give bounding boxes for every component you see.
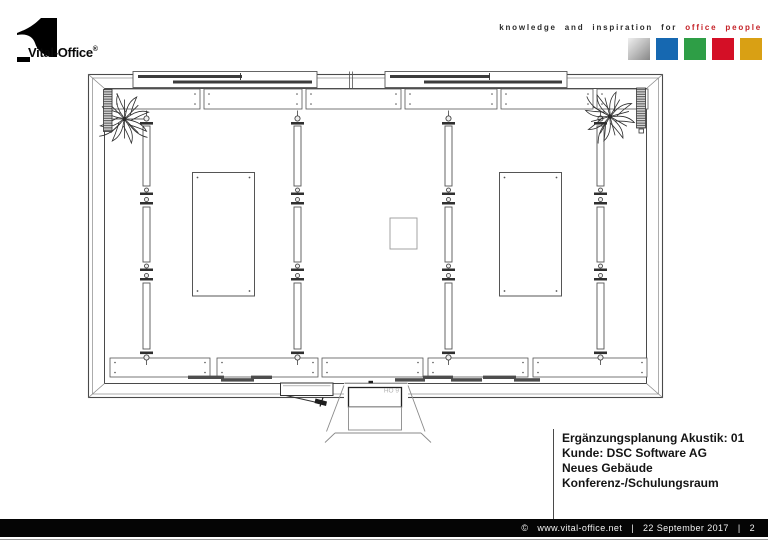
registered-mark: ®: [92, 46, 98, 53]
project-line-room: Konferenz-/Schulungsraum: [562, 476, 719, 490]
window-band-right: [385, 72, 567, 88]
window-band-left: [133, 72, 317, 88]
footer-date: 22 September 2017: [642, 523, 729, 533]
footer-underline: [0, 539, 768, 540]
table-left: [193, 173, 255, 297]
tagline-red: office people: [685, 23, 762, 32]
baffle-column-4: [594, 111, 607, 366]
wall-panels-bottom: [110, 358, 647, 377]
footer-page-number: 2: [749, 523, 755, 533]
project-line-customer: Kunde: DSC Software AG: [562, 446, 707, 460]
wall-panels-top: [112, 89, 648, 109]
baffle-column-3: [442, 111, 455, 366]
center-floor-box: [390, 218, 417, 249]
footer-separator-1: |: [631, 523, 634, 533]
logo-wordmark-text: Vital-Office: [28, 45, 93, 60]
project-info-block: [562, 431, 744, 491]
project-line-title: Ergänzungsplanung Akustik: 01: [562, 431, 745, 445]
tagline-black: knowledge and inspiration for: [499, 23, 678, 32]
vestibule: [325, 381, 431, 443]
room-label: HO 9: [383, 387, 399, 395]
footer-separator-2: |: [737, 523, 741, 533]
footer-bar: [0, 519, 768, 537]
baffle-column-2: [291, 111, 304, 366]
footer-url: www.vital-office.net: [537, 523, 623, 533]
radiator-right: [637, 88, 646, 133]
project-divider-line: [553, 429, 554, 519]
radiator-left: [104, 90, 113, 132]
project-line-building: Neues Gebäude: [562, 461, 653, 475]
sliding-door: [281, 383, 334, 407]
baffle-column-1: [140, 111, 153, 366]
footer-copyright: ©: [521, 523, 529, 533]
room-walls: [89, 75, 663, 398]
table-right: [500, 173, 562, 297]
